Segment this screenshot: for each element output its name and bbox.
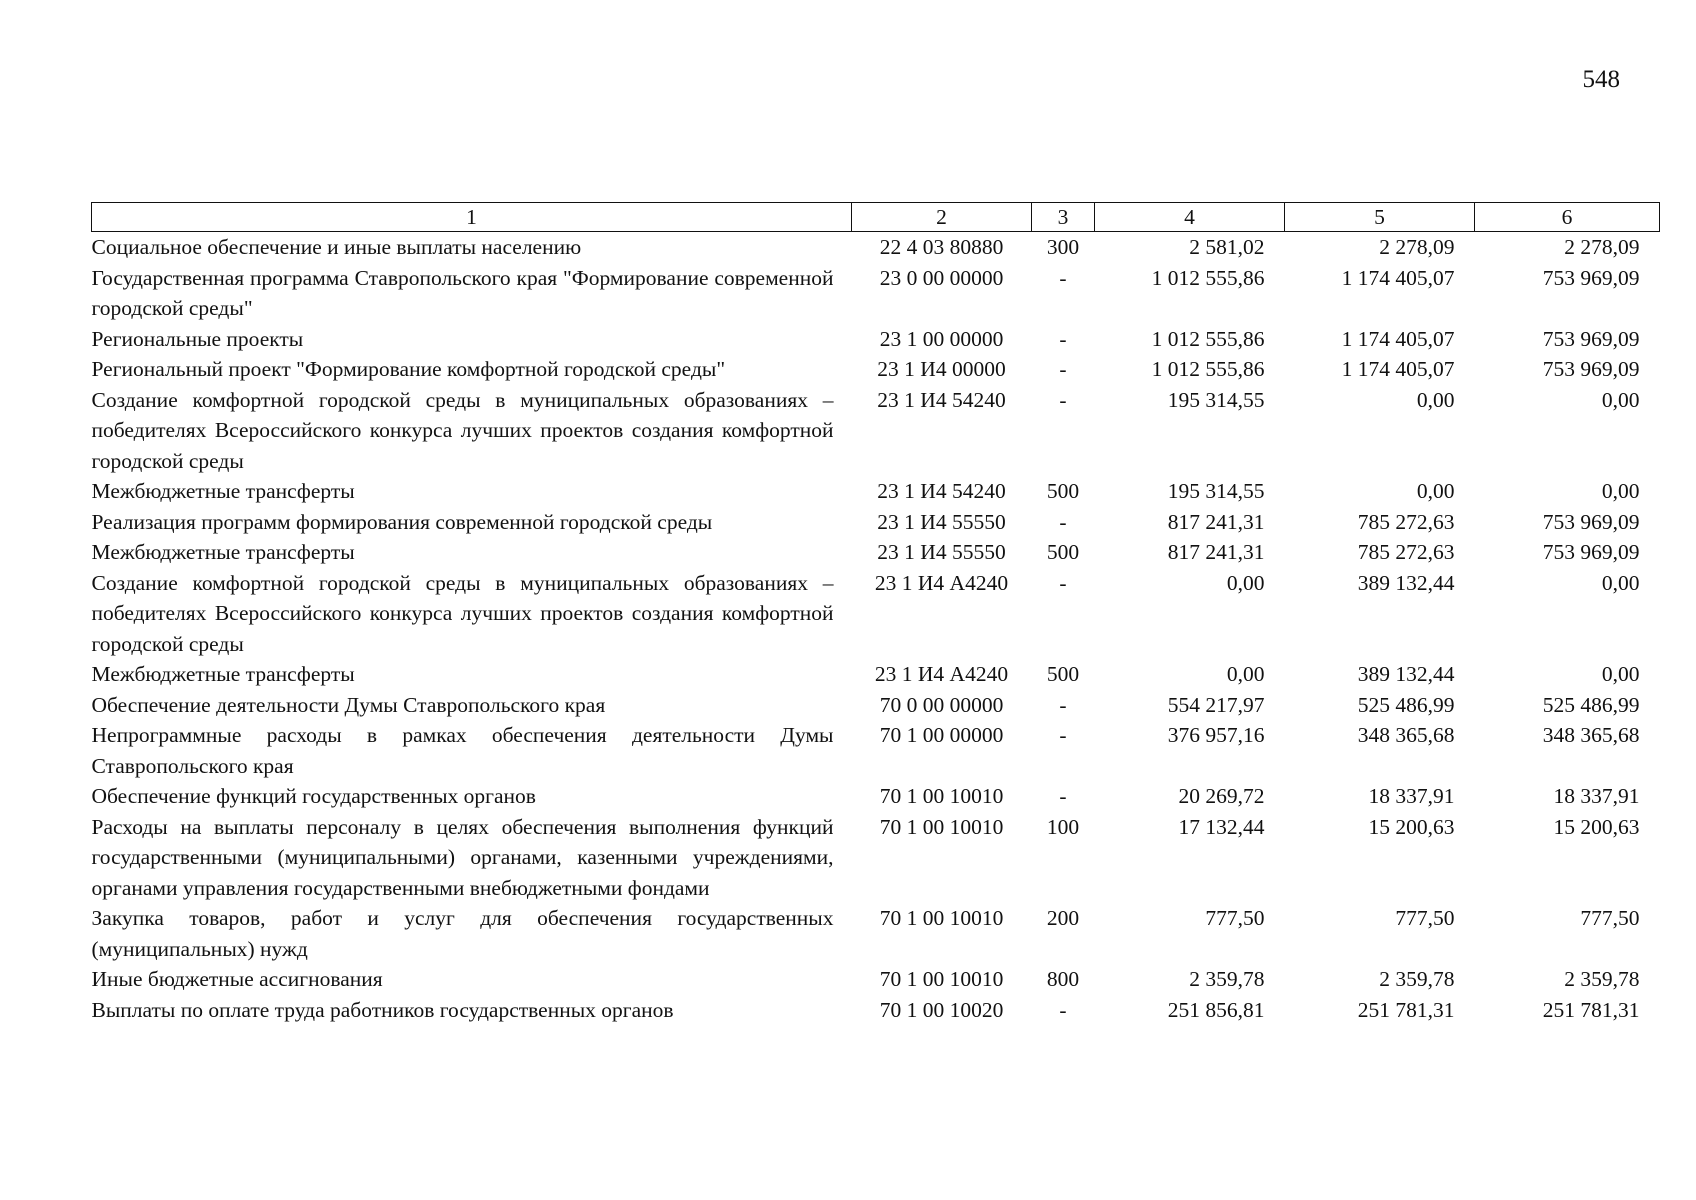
row-value-col6: 753 969,09 bbox=[1542, 326, 1640, 351]
row-value-col6: 753 969,09 bbox=[1542, 509, 1640, 534]
row-type: 800 bbox=[1046, 967, 1080, 991]
row-name: Выплаты по оплате труда работников государственных органов bbox=[91, 997, 674, 1022]
header-col-3: 3 bbox=[1032, 203, 1095, 232]
row-name: Государственная программа Ставропольского края "Формирование современной городской среды" bbox=[91, 265, 834, 320]
row-value-col6: 0,00 bbox=[1601, 479, 1640, 503]
row-name: Создание комфортной городской среды в муниципальных образованиях – победителях Всероссийского конкурса лучших проектов создания комфортной городской среды bbox=[91, 387, 834, 473]
table-row bbox=[92, 995, 1660, 1026]
row-type: - bbox=[1059, 723, 1067, 747]
row-code: 70 1 00 10010 bbox=[879, 814, 1004, 839]
row-type: 500 bbox=[1046, 540, 1080, 564]
row-code: 70 1 00 10020 bbox=[879, 997, 1004, 1022]
row-code: 23 1 И4 54240 bbox=[877, 387, 1006, 412]
row-code: 23 0 00 00000 bbox=[879, 265, 1004, 290]
row-value-col4: 817 241,31 bbox=[1167, 540, 1265, 564]
row-value-col6: 0,00 bbox=[1601, 387, 1640, 412]
row-value-col5: 348 365,68 bbox=[1357, 723, 1455, 747]
row-type: - bbox=[1059, 357, 1067, 381]
row-code: 22 4 03 80880 bbox=[879, 235, 1004, 259]
row-value-col4: 376 957,16 bbox=[1167, 723, 1265, 747]
row-value-col4: 1 012 555,86 bbox=[1151, 326, 1265, 351]
row-value-col4: 0,00 bbox=[1226, 662, 1265, 686]
row-value-col6: 18 337,91 bbox=[1553, 784, 1640, 808]
table-row bbox=[92, 324, 1660, 355]
header-col-1: 1 bbox=[92, 203, 852, 232]
row-value-col6: 0,00 bbox=[1601, 570, 1640, 595]
row-type: 200 bbox=[1046, 906, 1080, 930]
row-name: Обеспечение функций государственных органов bbox=[91, 784, 536, 808]
row-value-col5: 1 174 405,07 bbox=[1341, 326, 1455, 351]
row-name: Непрограммные расходы в рамках обеспечения деятельности Думы Ставропольского края bbox=[91, 723, 834, 778]
row-value-col4: 0,00 bbox=[1226, 570, 1265, 595]
budget-table bbox=[91, 202, 1660, 1025]
table-row bbox=[92, 476, 1660, 507]
row-value-col6: 777,50 bbox=[1580, 906, 1640, 930]
header-row bbox=[92, 203, 1660, 232]
row-name: Региональный проект "Формирование комфортной городской среды" bbox=[91, 357, 726, 381]
row-value-col6: 753 969,09 bbox=[1542, 357, 1640, 381]
row-value-col4: 251 856,81 bbox=[1167, 997, 1265, 1022]
row-value-col5: 2 278,09 bbox=[1379, 235, 1455, 259]
row-value-col5: 785 272,63 bbox=[1357, 540, 1455, 564]
row-type: - bbox=[1059, 326, 1067, 351]
table-row bbox=[92, 354, 1660, 385]
row-code: 70 1 00 10010 bbox=[879, 967, 1004, 991]
row-value-col5: 2 359,78 bbox=[1379, 967, 1455, 991]
table-row bbox=[92, 659, 1660, 690]
row-code: 70 1 00 00000 bbox=[879, 723, 1004, 747]
table-row bbox=[92, 263, 1660, 324]
table-row bbox=[92, 964, 1660, 995]
table-body bbox=[92, 232, 1660, 1026]
row-name: Расходы на выплаты персоналу в целях обеспечения выполнения функций государственными (муниципальными) органами, казенными учреждениями, органами управления государственными внебюджетными фондами bbox=[91, 814, 834, 900]
row-name: Реализация программ формирования современной городской среды bbox=[91, 509, 713, 534]
row-value-col5: 1 174 405,07 bbox=[1341, 265, 1455, 290]
header-col-5: 5 bbox=[1285, 203, 1475, 232]
row-type: - bbox=[1059, 784, 1067, 808]
row-value-col5: 389 132,44 bbox=[1357, 570, 1455, 595]
row-code: 23 1 И4 А4240 bbox=[874, 570, 1009, 595]
row-value-col5: 18 337,91 bbox=[1368, 784, 1455, 808]
row-value-col6: 2 278,09 bbox=[1564, 235, 1640, 259]
row-value-col4: 195 314,55 bbox=[1167, 387, 1265, 412]
row-type: - bbox=[1059, 387, 1067, 412]
header-col-2: 2 bbox=[852, 203, 1032, 232]
row-code: 70 1 00 10010 bbox=[879, 906, 1004, 930]
row-code: 70 0 00 00000 bbox=[879, 692, 1004, 717]
row-value-col5: 777,50 bbox=[1395, 906, 1455, 930]
table-row bbox=[92, 903, 1660, 964]
table-row bbox=[92, 720, 1660, 781]
row-value-col6: 251 781,31 bbox=[1542, 997, 1640, 1022]
table-row bbox=[92, 781, 1660, 812]
row-value-col5: 785 272,63 bbox=[1357, 509, 1455, 534]
table-row bbox=[92, 690, 1660, 721]
row-value-col5: 15 200,63 bbox=[1368, 814, 1455, 839]
row-value-col4: 17 132,44 bbox=[1178, 814, 1265, 839]
table-row bbox=[92, 812, 1660, 904]
row-value-col6: 525 486,99 bbox=[1542, 692, 1640, 717]
row-value-col5: 0,00 bbox=[1416, 387, 1455, 412]
row-name: Межбюджетные трансферты bbox=[91, 479, 355, 503]
row-value-col6: 753 969,09 bbox=[1542, 265, 1640, 290]
row-type: - bbox=[1059, 997, 1067, 1022]
row-type: 500 bbox=[1046, 662, 1080, 686]
row-name: Межбюджетные трансферты bbox=[91, 662, 355, 686]
row-value-col4: 195 314,55 bbox=[1167, 479, 1265, 503]
row-type: - bbox=[1059, 692, 1067, 717]
table-row bbox=[92, 232, 1660, 263]
row-value-col4: 2 581,02 bbox=[1189, 235, 1265, 259]
row-code: 23 1 И4 55550 bbox=[877, 540, 1006, 564]
row-code: 23 1 И4 54240 bbox=[877, 479, 1006, 503]
row-value-col6: 15 200,63 bbox=[1553, 814, 1640, 839]
table-row bbox=[92, 568, 1660, 660]
row-value-col4: 20 269,72 bbox=[1178, 784, 1265, 808]
row-type: - bbox=[1059, 570, 1067, 595]
row-value-col6: 348 365,68 bbox=[1542, 723, 1640, 747]
table-row bbox=[92, 385, 1660, 477]
row-code: 23 1 00 00000 bbox=[879, 326, 1004, 351]
row-name: Социальное обеспечение и иные выплаты населению bbox=[91, 235, 582, 259]
row-value-col4: 817 241,31 bbox=[1167, 509, 1265, 534]
row-value-col6: 0,00 bbox=[1601, 662, 1640, 686]
row-code: 23 1 И4 55550 bbox=[877, 509, 1006, 534]
row-type: 300 bbox=[1046, 235, 1080, 259]
page-number: 548 bbox=[1582, 66, 1620, 93]
row-name: Закупка товаров, работ и услуг для обеспечения государственных (муниципальных) нужд bbox=[91, 906, 834, 961]
header-col-4: 4 bbox=[1095, 203, 1285, 232]
table-header bbox=[92, 203, 1660, 232]
row-value-col4: 1 012 555,86 bbox=[1151, 357, 1265, 381]
row-name: Обеспечение деятельности Думы Ставропольского края bbox=[91, 692, 606, 717]
row-name: Создание комфортной городской среды в муниципальных образованиях – победителях Всероссийского конкурса лучших проектов создания комфортной городской среды bbox=[91, 570, 834, 656]
row-code: 70 1 00 10010 bbox=[879, 784, 1004, 808]
row-code: 23 1 И4 А4240 bbox=[874, 662, 1009, 686]
header-col-6: 6 bbox=[1475, 203, 1660, 232]
row-value-col4: 554 217,97 bbox=[1167, 692, 1265, 717]
row-value-col4: 2 359,78 bbox=[1189, 967, 1265, 991]
row-value-col6: 2 359,78 bbox=[1564, 967, 1640, 991]
row-value-col5: 525 486,99 bbox=[1357, 692, 1455, 717]
table-row bbox=[92, 537, 1660, 568]
row-value-col5: 0,00 bbox=[1416, 479, 1455, 503]
row-value-col5: 1 174 405,07 bbox=[1341, 357, 1455, 381]
row-name: Иные бюджетные ассигнования bbox=[91, 967, 383, 991]
row-type: 100 bbox=[1046, 814, 1080, 839]
row-name: Межбюджетные трансферты bbox=[91, 540, 355, 564]
row-type: 500 bbox=[1046, 479, 1080, 503]
table-row bbox=[92, 507, 1660, 538]
row-value-col5: 251 781,31 bbox=[1357, 997, 1455, 1022]
row-value-col5: 389 132,44 bbox=[1357, 662, 1455, 686]
row-name: Региональные проекты bbox=[91, 326, 304, 351]
row-value-col4: 777,50 bbox=[1205, 906, 1265, 930]
row-code: 23 1 И4 00000 bbox=[877, 357, 1006, 381]
row-value-col4: 1 012 555,86 bbox=[1151, 265, 1265, 290]
row-type: - bbox=[1059, 265, 1067, 290]
row-type: - bbox=[1059, 509, 1067, 534]
row-value-col6: 753 969,09 bbox=[1542, 540, 1640, 564]
